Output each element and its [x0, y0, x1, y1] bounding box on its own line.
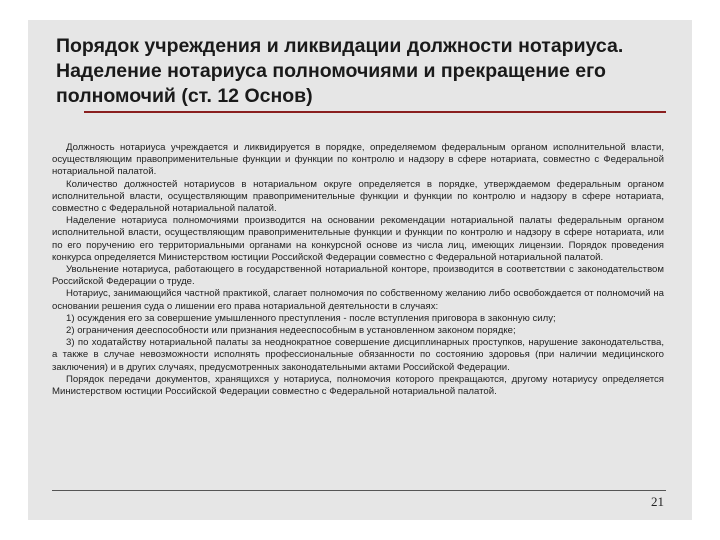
paragraph-case-2: 2) ограничения дееспособности или признания недееспособным в установленном законом порядке;: [66, 325, 516, 337]
paragraph-termination: Нотариус, занимающийся частной практикой, слагает полномочия по собственному желанию либо освобождается от полномочий на основании решения суда о лишении его права нотариальной деятельности в случаях:: [52, 288, 664, 312]
slide-title: Порядок учреждения и ликвидации должности нотариуса. Наделение нотариуса полномочиями и прекращение его полномочий (ст. 12 Основ): [56, 35, 624, 107]
paragraph-empowerment: Наделение нотариуса полномочиями производится на основании рекомендации нотариальной палаты федеральным органом исполнительной власти, осуществляющим правоприменительные функции и функции по контролю и надзору в сфере нотариата, или по его поручению его территориальными органами на конкурсной основе из числа лиц, имеющих лицензии. Порядок проведения конкурса определяется Министерством юстиции Российской Федерации совместно с Федеральной нотариальной палатой.: [52, 215, 664, 263]
paragraph-case-1: 1) осуждения его за совершение умышленного преступления - после вступления приговора в законную силу;: [66, 312, 556, 324]
footer-divider: [52, 490, 666, 491]
paragraph-case-3: 3) по ходатайству нотариальной палаты за неоднократное совершение дисциплинарных проступков, нарушение законодательства, а также в случае невозможности исполнять профессиональные обязанности по состоянию здоровья (при наличии медицинского заключения) и в других случаях, предусмотренных законодательными актами Российской Федерации.: [52, 337, 664, 373]
slide-body: [52, 142, 664, 398]
page-number: 21: [651, 494, 664, 509]
paragraph-dismissal: Увольнение нотариуса, работающего в государственной нотариальной конторе, производится в соответствии с законодательством Российской Федерации о труде.: [52, 264, 664, 288]
paragraph-documents-transfer: Порядок передачи документов, хранящихся у нотариуса, полномочия которого прекращаются, другому нотариусу определяется Министерством юстиции Российской Федерации совместно с Федеральной нотариальной палатой.: [52, 373, 664, 398]
paragraph-number-of-positions: Количество должностей нотариусов в нотариальном округе определяется в порядке, утверждаемом федеральным органом исполнительной власти, осуществляющим правоприменительные функции и функции по контролю и надзору в сфере нотариата, совместно с Федеральной нотариальной палатой.: [52, 178, 664, 215]
title-divider: [84, 111, 666, 113]
paragraph-establishment: Должность нотариуса учреждается и ликвидируется в порядке, определяемом федеральным органом исполнительной власти, осуществляющим правоприменительные функции и функции по контролю и надзору в сфере нотариата, совместно с Федеральной нотариальной палатой.: [52, 142, 664, 178]
